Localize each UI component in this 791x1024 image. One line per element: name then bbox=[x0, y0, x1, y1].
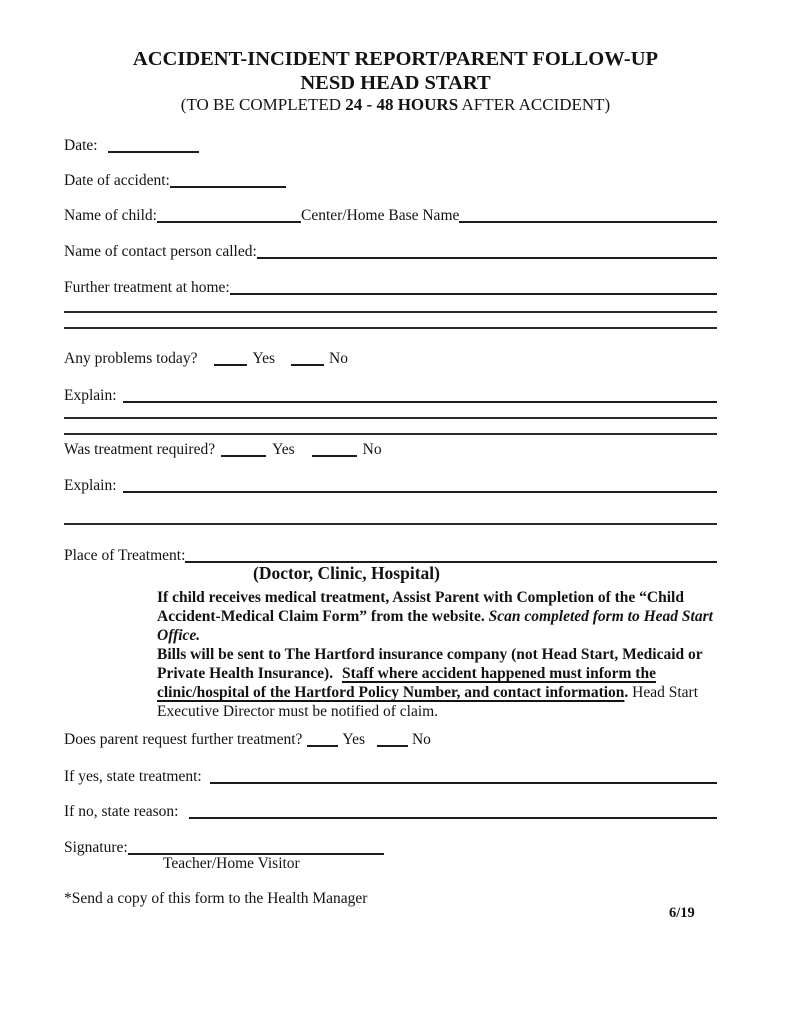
center-home-base-blank[interactable] bbox=[459, 221, 717, 223]
place-of-treatment-label: Place of Treatment: bbox=[64, 547, 186, 564]
billing-instruction-bold: Bills will be sent to The Hartford insurance company (not Head Start, Medicaid or Private Health Insurance). bbox=[157, 646, 703, 682]
parent-request-yes-blank[interactable] bbox=[307, 745, 338, 747]
claim-instruction-bold: If child receives medical treatment, Assist Parent with Completion of the “Child Accident-Medical Claim Form” from the website. bbox=[157, 589, 684, 625]
form-subtitle-org: NESD HEAD START bbox=[300, 72, 491, 94]
name-of-child-blank[interactable] bbox=[157, 221, 301, 223]
further-treatment-row bbox=[64, 278, 717, 297]
date-of-accident-label: Date of accident: bbox=[64, 172, 170, 189]
if-no-row bbox=[64, 802, 717, 821]
explain-treatment-blank[interactable] bbox=[123, 491, 717, 493]
place-of-treatment-hint: (Doctor, Clinic, Hospital) bbox=[253, 563, 440, 583]
further-treatment-blank[interactable] bbox=[230, 293, 717, 295]
treatment-required-no-blank[interactable] bbox=[312, 455, 357, 457]
deadline-hours: 24 - 48 HOURS bbox=[345, 95, 459, 114]
date-blank[interactable] bbox=[108, 151, 199, 153]
center-home-base-label: Center/Home Base Name bbox=[300, 207, 460, 224]
billing-instruction-period: . bbox=[624, 684, 633, 701]
any-problems-no-blank[interactable] bbox=[291, 364, 324, 366]
if-yes-blank[interactable] bbox=[210, 782, 717, 784]
name-of-child-row bbox=[64, 206, 717, 225]
instructions-block bbox=[157, 588, 723, 721]
claim-instruction bbox=[157, 588, 723, 645]
if-no-label: If no, state reason: bbox=[64, 803, 179, 820]
send-copy-note: *Send a copy of this form to the Health Manager bbox=[64, 890, 368, 907]
date-label: Date: bbox=[64, 137, 98, 154]
any-problems-label: Any problems today? bbox=[64, 350, 198, 367]
date-of-accident-row bbox=[64, 171, 286, 190]
parent-request-yes-label: Yes bbox=[342, 731, 365, 748]
any-problems-no-label: No bbox=[329, 350, 348, 367]
treatment-required-yes-blank[interactable] bbox=[221, 455, 266, 457]
explain-treatment-label: Explain: bbox=[64, 477, 117, 494]
explain-treatment-line-2[interactable] bbox=[64, 523, 717, 525]
date-of-accident-blank[interactable] bbox=[170, 186, 286, 188]
if-yes-label: If yes, state treatment: bbox=[64, 768, 202, 785]
form-deadline-note bbox=[0, 95, 791, 115]
if-no-blank[interactable] bbox=[189, 817, 718, 819]
explain-problems-line-3[interactable] bbox=[64, 433, 717, 435]
any-problems-row bbox=[64, 349, 348, 368]
deadline-prefix: (TO BE COMPLETED bbox=[180, 95, 346, 114]
date-row bbox=[64, 136, 199, 155]
contact-person-blank[interactable] bbox=[257, 257, 717, 259]
if-yes-row bbox=[64, 767, 717, 786]
revision-date: 6/19 bbox=[669, 905, 695, 921]
further-treatment-line-3[interactable] bbox=[64, 327, 717, 329]
form-title: ACCIDENT-INCIDENT REPORT/PARENT FOLLOW-UP bbox=[132, 48, 659, 70]
further-treatment-label: Further treatment at home: bbox=[64, 279, 230, 296]
parent-request-no-label: No bbox=[411, 731, 431, 748]
parent-request-label: Does parent request further treatment? bbox=[64, 731, 303, 748]
treatment-required-no-label: No bbox=[362, 441, 382, 458]
parent-request-row bbox=[64, 730, 431, 749]
signature-label: Signature: bbox=[64, 839, 128, 856]
claim-instruction-italic: Scan completed form to Head Start Office. bbox=[157, 608, 713, 644]
billing-instruction-underlined: Staff where accident happened must inform the clinic/hospital of the Hartford Policy Number, and contact information bbox=[157, 665, 656, 701]
deadline-suffix: AFTER ACCIDENT) bbox=[458, 95, 611, 114]
treatment-required-yes-label: Yes bbox=[272, 441, 295, 458]
signature-caption: Teacher/Home Visitor bbox=[163, 855, 300, 872]
billing-instruction bbox=[157, 645, 723, 721]
further-treatment-line-2[interactable] bbox=[64, 311, 717, 313]
explain-problems-label: Explain: bbox=[64, 387, 117, 404]
explain-problems-line-2[interactable] bbox=[64, 417, 717, 419]
treatment-required-row bbox=[64, 440, 382, 459]
contact-person-label: Name of contact person called: bbox=[64, 243, 257, 260]
explain-problems-row bbox=[64, 386, 717, 405]
contact-person-row bbox=[64, 242, 717, 261]
explain-treatment-row bbox=[64, 476, 717, 495]
name-of-child-label: Name of child: bbox=[64, 207, 157, 224]
treatment-required-label: Was treatment required? bbox=[64, 441, 216, 458]
parent-request-no-blank[interactable] bbox=[377, 745, 408, 747]
any-problems-yes-label: Yes bbox=[252, 350, 276, 367]
explain-problems-blank[interactable] bbox=[123, 401, 717, 403]
billing-instruction-regular: Head Start Executive Director must be notified of claim. bbox=[157, 684, 699, 720]
any-problems-yes-blank[interactable] bbox=[214, 364, 247, 366]
